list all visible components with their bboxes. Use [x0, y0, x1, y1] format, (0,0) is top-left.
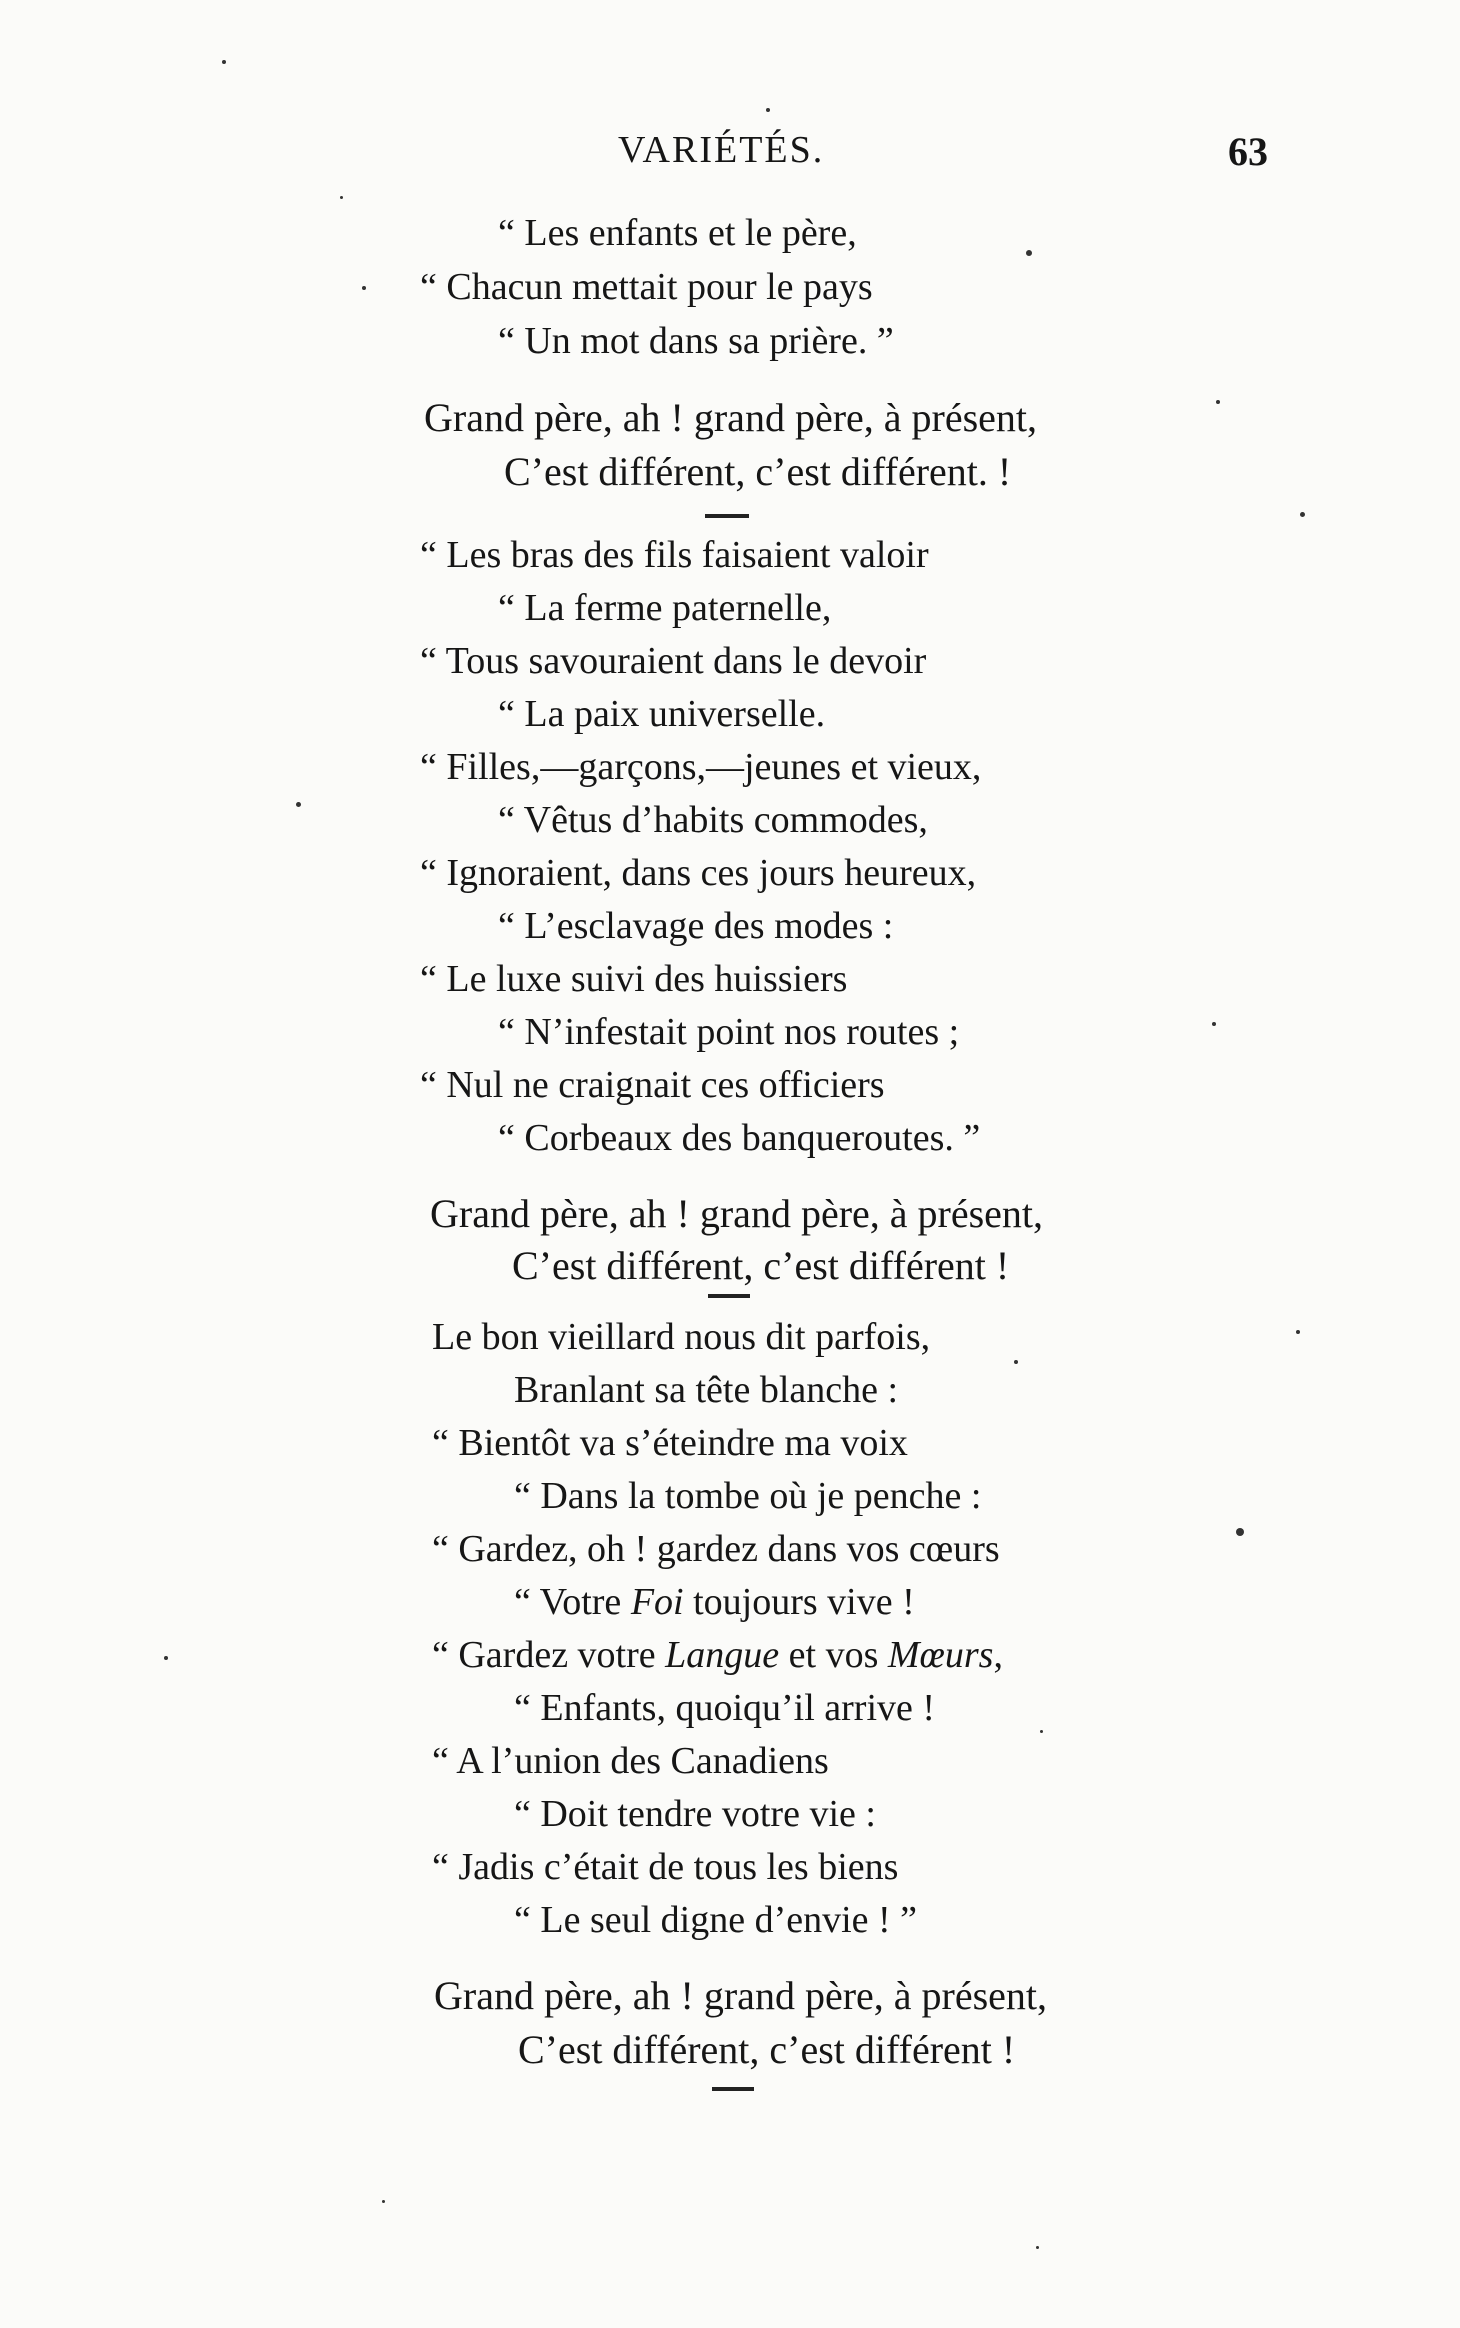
- verse-line: Le bon vieillard nous dit parfois,: [432, 1316, 931, 1358]
- scan-speck: [1040, 1730, 1043, 1733]
- verse-line: “ La ferme paternelle,: [498, 587, 832, 629]
- section-divider: [708, 1294, 750, 1298]
- scan-speck: [222, 60, 226, 64]
- verse-line: “ Jadis c’était de tous les biens: [432, 1846, 899, 1888]
- verse-line: “ Dans la tombe où je penche :: [514, 1475, 982, 1517]
- scan-speck: [1216, 400, 1220, 404]
- scan-speck: [1026, 250, 1032, 256]
- verse-line: Branlant sa tête blanche :: [514, 1369, 899, 1411]
- scan-speck: [1236, 1528, 1244, 1536]
- verse-line: “ Nul ne craignait ces officiers: [420, 1064, 885, 1106]
- scan-speck: [766, 108, 770, 112]
- section-divider: [712, 2087, 754, 2091]
- scan-speck: [340, 196, 343, 199]
- italic-word: Langue: [665, 1634, 780, 1676]
- verse-line: “ Vêtus d’habits commodes,: [498, 799, 928, 841]
- scan-speck: [164, 1656, 168, 1660]
- verse-line: “ Corbeaux des banqueroutes. ”: [498, 1117, 981, 1159]
- refrain-line: Grand père, ah ! grand père, à présent,: [434, 1973, 1048, 2018]
- verse-text: “ Votre: [514, 1581, 631, 1623]
- verse-line: “ Gardez, oh ! gardez dans vos cœurs: [432, 1528, 1000, 1570]
- verse-line: “ Filles,—garçons,—jeunes et vieux,: [420, 746, 982, 788]
- refrain-line: Grand père, ah ! grand père, à présent,: [424, 395, 1038, 440]
- verse-line: “ Les bras des fils faisaient valoir: [420, 534, 929, 576]
- refrain-line: C’est différent, c’est différent !: [518, 2027, 1016, 2072]
- verse-line: “ Le seul digne d’envie ! ”: [514, 1899, 918, 1941]
- verse-line: “ Ignoraient, dans ces jours heureux,: [420, 852, 977, 894]
- verse-line: “ Tous savouraient dans le devoir: [420, 640, 927, 682]
- verse-text: et vos: [779, 1634, 888, 1676]
- scan-speck: [362, 286, 366, 290]
- verse-line: “ A l’union des Canadiens: [432, 1740, 829, 1782]
- verse-text: ,: [993, 1634, 1003, 1676]
- scan-speck: [296, 802, 301, 807]
- verse-line: “ Doit tendre votre vie :: [514, 1793, 876, 1835]
- verse-text: “ Gardez votre: [432, 1634, 666, 1676]
- verse-line: [514, 1583, 915, 1621]
- italic-word: Mœurs: [887, 1634, 994, 1676]
- verse-line: [432, 1636, 1003, 1674]
- scan-speck: [1014, 1360, 1018, 1364]
- verse-line: “ Le luxe suivi des huissiers: [420, 958, 848, 1000]
- verse-text: toujours vive !: [683, 1581, 915, 1623]
- verse-line: “ Enfants, quoiqu’il arrive !: [514, 1687, 936, 1729]
- scan-speck: [1296, 1330, 1300, 1334]
- italic-word: Foi: [630, 1581, 684, 1623]
- page-number: 63: [1228, 129, 1268, 174]
- refrain-line: C’est différent, c’est différent. !: [504, 449, 1012, 494]
- verse-line: “ Bientôt va s’éteindre ma voix: [432, 1422, 908, 1464]
- verse-line: “ Chacun mettait pour le pays: [420, 266, 873, 308]
- section-divider: [705, 514, 749, 518]
- scan-speck: [1300, 512, 1305, 517]
- verse-line: “ La paix universelle.: [498, 693, 826, 735]
- scan-speck: [1212, 1022, 1216, 1026]
- scan-speck: [382, 2200, 385, 2203]
- verse-line: “ Les enfants et le père,: [498, 212, 857, 254]
- refrain-line: Grand père, ah ! grand père, à présent,: [430, 1191, 1044, 1236]
- running-header: VARIÉTÉS.: [618, 129, 825, 171]
- refrain-line: C’est différent, c’est différent !: [512, 1243, 1010, 1288]
- verse-line: “ N’infestait point nos routes ;: [498, 1011, 960, 1053]
- scan-speck: [1036, 2246, 1039, 2249]
- verse-line: “ L’esclavage des modes :: [498, 905, 894, 947]
- verse-line: “ Un mot dans sa prière. ”: [498, 320, 894, 362]
